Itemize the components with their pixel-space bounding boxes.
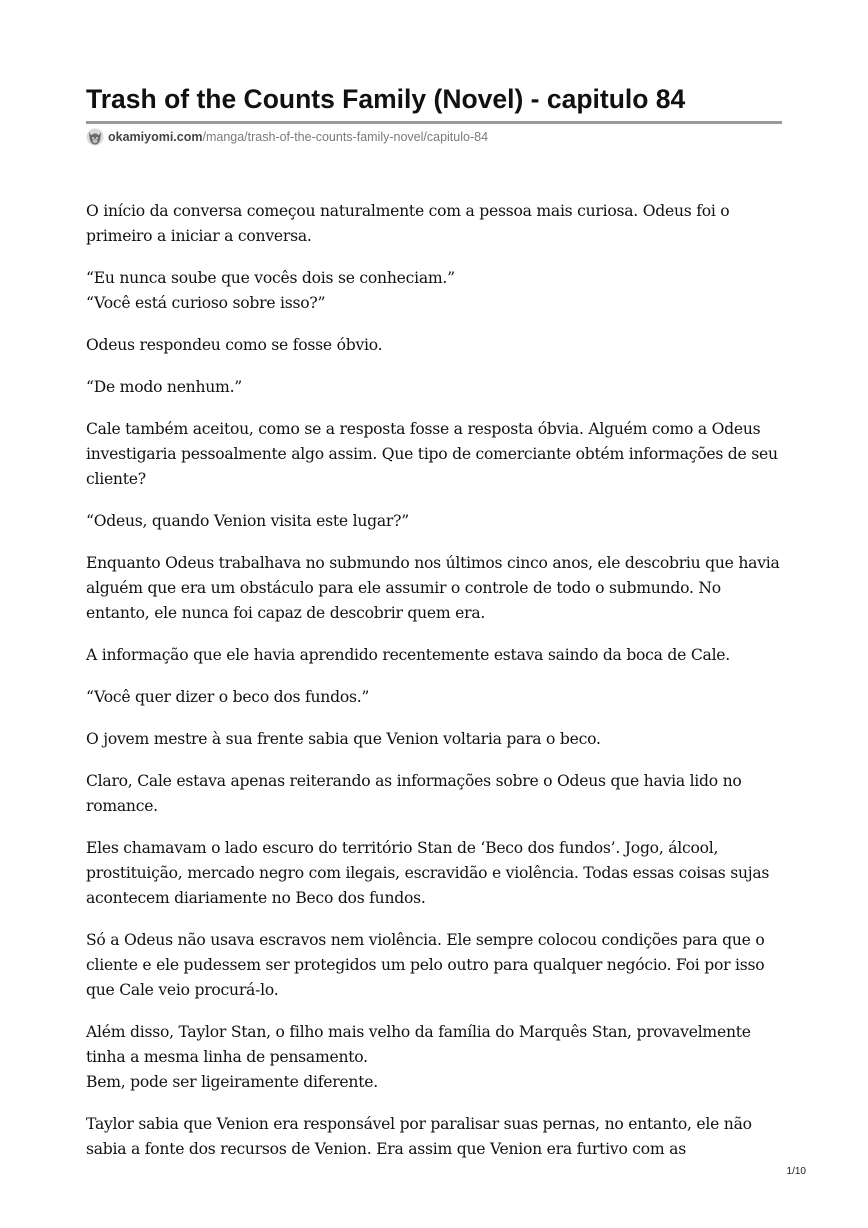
paragraph-line: “Você quer dizer o beco dos fundos.” (86, 688, 370, 706)
paragraph-line: O início da conversa começou naturalmente com a pessoa mais curiosa. Odeus foi o primeiro a iniciar a conversa. (86, 202, 730, 245)
paragraph (86, 509, 786, 534)
paragraph (86, 551, 786, 626)
paragraph (86, 643, 786, 668)
paragraph-line: “Odeus, quando Venion visita este lugar?” (86, 512, 409, 530)
paragraph (86, 928, 786, 1003)
paragraph-line: Eles chamavam o lado escuro do território Stan de ‘Beco dos fundos’. Jogo, álcool, prostituição, mercado negro com ilegais, escravidão e violência. Todas essas coisas sujas acontecem diariamente no Beco dos fundos. (86, 839, 770, 907)
page-title: Trash of the Counts Family (Novel) - capitulo 84 (86, 84, 686, 114)
wolf-logo-icon (86, 128, 104, 146)
paragraph (86, 1112, 786, 1162)
paragraph (86, 1020, 786, 1095)
paragraph-line: Bem, pode ser ligeiramente diferente. (86, 1073, 378, 1091)
paragraph-line: Odeus respondeu como se fosse óbvio. (86, 336, 383, 354)
chapter-text (86, 199, 786, 1179)
paragraph-line: A informação que ele havia aprendido recentemente estava saindo da boca de Cale. (86, 646, 730, 664)
page-number: 1/10 (786, 1166, 806, 1177)
paragraph (86, 417, 786, 492)
source-link[interactable] (86, 128, 488, 146)
paragraph-line: Claro, Cale estava apenas reiterando as informações sobre o Odeus que havia lido no romance. (86, 772, 742, 815)
paragraph (86, 769, 786, 819)
paragraph (86, 685, 786, 710)
paragraph-line: Taylor sabia que Venion era responsável por paralisar suas pernas, no entanto, ele não sabia a fonte dos recursos de Venion. Era assim que Venion era furtivo com as (86, 1115, 752, 1158)
source-domain[interactable]: okamiyomi.com (108, 130, 203, 144)
paragraph-line: “Você está curioso sobre isso?” (86, 294, 326, 312)
paragraph-line: Enquanto Odeus trabalhava no submundo nos últimos cinco anos, ele descobriu que havia alguém que era um obstáculo para ele assumir o controle de todo o submundo. No entanto, ele nunca foi capaz de descobrir quem era. (86, 554, 780, 622)
paragraph-line: “Eu nunca soube que vocês dois se conheciam.” (86, 269, 455, 287)
paragraph-line: O jovem mestre à sua frente sabia que Venion voltaria para o beco. (86, 730, 601, 748)
paragraph (86, 333, 786, 358)
paragraph (86, 836, 786, 911)
paragraph (86, 727, 786, 752)
paragraph-line: Cale também aceitou, como se a resposta fosse a resposta óbvia. Alguém como a Odeus investigaria pessoalmente algo assim. Que tipo de comerciante obtém informações de seu cliente? (86, 420, 778, 488)
paragraph-line: “De modo nenhum.” (86, 378, 243, 396)
source-path[interactable]: /manga/trash-of-the-counts-family-novel/capitulo-84 (202, 130, 489, 144)
paragraph-line: Só a Odeus não usava escravos nem violência. Ele sempre colocou condições para que o cliente e ele pudessem ser protegidos um pelo outro para qualquer negócio. Foi por isso que Cale veio procurá-lo. (86, 931, 765, 999)
title-divider (86, 121, 782, 124)
paragraph-line: Além disso, Taylor Stan, o filho mais velho da família do Marquês Stan, provavelmente tinha a mesma linha de pensamento. (86, 1023, 751, 1066)
paragraph (86, 375, 786, 400)
paragraph (86, 199, 786, 249)
paragraph (86, 266, 786, 316)
